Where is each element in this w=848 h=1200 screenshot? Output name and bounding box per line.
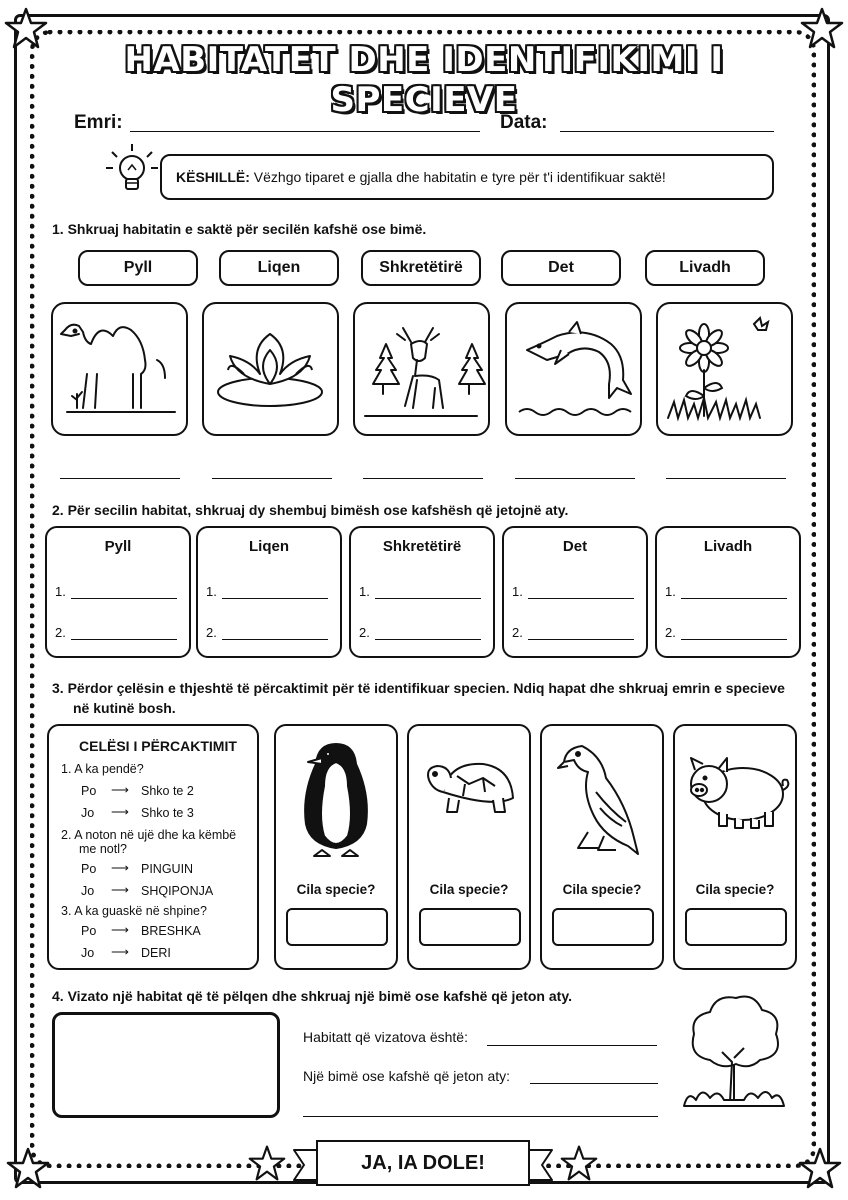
habitat-card-det xyxy=(502,526,648,658)
date-field[interactable] xyxy=(560,131,774,132)
answer-line[interactable] xyxy=(681,598,787,599)
key-result: PINGUIN xyxy=(141,862,194,876)
question-4: 4. Vizato një habitat që të pëlqen dhe shkruaj një bimë ose kafshë që jeton aty. xyxy=(52,988,572,1004)
picture-card xyxy=(202,302,339,436)
turtle-icon xyxy=(409,732,529,872)
item-number: 1. xyxy=(665,584,676,599)
question-1: 1. Shkruaj habitatin e saktë për secilën kafshë ose bimë. xyxy=(52,221,427,237)
answer-line[interactable] xyxy=(681,639,787,640)
key-result: Shko te 2 xyxy=(141,784,194,798)
page-title: HABITATET DHE IDENTIFIKIMI I SPECIEVE xyxy=(124,40,724,120)
answer-line[interactable] xyxy=(71,598,177,599)
tip-text: Vëzhgo tiparet e gjalla dhe habitatin e tyre për t'i identifikuar saktë! xyxy=(249,169,666,185)
key-result: Shko te 3 xyxy=(141,806,194,820)
habitat-title: Shkretëtirë xyxy=(382,538,462,555)
extra-answer-line[interactable] xyxy=(303,1116,658,1117)
key-result: SHQIPONJA xyxy=(141,884,214,898)
answer-line[interactable] xyxy=(60,478,180,479)
answer-line[interactable] xyxy=(222,639,328,640)
camel-icon xyxy=(53,304,186,434)
arrow-icon: ⟶ xyxy=(111,883,129,897)
item-number: 2. xyxy=(206,625,217,640)
answer-line[interactable] xyxy=(212,478,332,479)
tip-box xyxy=(160,154,774,200)
species-answer-box[interactable] xyxy=(685,908,787,946)
item-number: 2. xyxy=(665,625,676,640)
daisy-icon xyxy=(658,304,791,434)
key-result: BRESHKA xyxy=(141,924,201,938)
key-question: 3. A ka guaskë në shpine? xyxy=(61,904,207,918)
picture-card xyxy=(656,302,793,436)
habitat-option-liqen[interactable]: Liqen xyxy=(219,250,339,286)
species-answer-box[interactable] xyxy=(286,908,388,946)
key-title: CELËSI I PËRCAKTIMIT xyxy=(79,738,237,754)
key-no: Jo xyxy=(81,806,95,820)
key-no: Jo xyxy=(81,884,95,898)
arrow-icon: ⟶ xyxy=(111,861,129,875)
habitat-title: Liqen xyxy=(249,538,289,555)
species-answer-box[interactable] xyxy=(419,908,521,946)
habitat-card-shkretetire xyxy=(349,526,495,658)
species-caption: Cila specie? xyxy=(296,882,376,897)
species-card xyxy=(673,724,797,970)
species-caption: Cila specie? xyxy=(429,882,509,897)
arrow-icon: ⟶ xyxy=(111,783,129,797)
item-number: 1. xyxy=(512,584,523,599)
lightbulb-icon xyxy=(100,140,164,204)
arrow-icon: ⟶ xyxy=(111,945,129,959)
answer-line[interactable] xyxy=(528,598,634,599)
habitat-title: Det xyxy=(562,538,588,555)
item-number: 1. xyxy=(359,584,370,599)
answer-line[interactable] xyxy=(528,639,634,640)
habitat-drawn-label: Habitatt që vizatova është: xyxy=(303,1029,468,1045)
star-icon xyxy=(6,1146,50,1190)
question-2: 2. Për secilin habitat, shkruaj dy shembuj bimësh ose kafshësh që jetojnë aty. xyxy=(52,502,569,518)
habitat-card-pyll xyxy=(45,526,191,658)
answer-line[interactable] xyxy=(222,598,328,599)
habitat-card-liqen xyxy=(196,526,342,658)
drawing-area[interactable] xyxy=(52,1012,280,1118)
organism-label: Një bimë ose kafshë që jeton aty: xyxy=(303,1068,511,1084)
identification-key xyxy=(47,724,259,970)
question-3-continued: në kutinë bosh. xyxy=(73,700,176,716)
habitat-title: Livadh xyxy=(703,538,753,555)
habitat-option-livadh[interactable]: Livadh xyxy=(645,250,765,286)
penguin-icon xyxy=(276,732,396,872)
item-number: 2. xyxy=(55,625,66,640)
picture-card xyxy=(51,302,188,436)
tree-icon xyxy=(680,990,790,1114)
pig-icon xyxy=(675,732,795,872)
footer-banner: JA, IA DOLE! xyxy=(316,1140,530,1186)
item-number: 1. xyxy=(206,584,217,599)
key-no: Jo xyxy=(81,946,95,960)
star-icon xyxy=(560,1144,598,1182)
deer-icon xyxy=(355,304,488,434)
species-caption: Cila specie? xyxy=(562,882,642,897)
item-number: 2. xyxy=(512,625,523,640)
species-answer-box[interactable] xyxy=(552,908,654,946)
date-label: Data: xyxy=(500,112,548,133)
picture-card xyxy=(505,302,642,436)
arrow-icon: ⟶ xyxy=(111,923,129,937)
name-field[interactable] xyxy=(130,131,480,132)
habitat-option-shkretetire[interactable]: Shkretëtirë xyxy=(361,250,481,286)
arrow-icon: ⟶ xyxy=(111,805,129,819)
key-question: 2. A noton në ujë dhe ka këmbë xyxy=(61,828,237,842)
habitat-option-det[interactable]: Det xyxy=(501,250,621,286)
key-yes: Po xyxy=(81,862,97,876)
water-lily-icon xyxy=(204,304,337,434)
picture-card xyxy=(353,302,490,436)
habitat-drawn-field[interactable] xyxy=(487,1045,657,1046)
dolphin-icon xyxy=(507,304,640,434)
answer-line[interactable] xyxy=(515,478,635,479)
key-question: 1. A ka pendë? xyxy=(61,762,144,776)
species-card xyxy=(407,724,531,970)
organism-field[interactable] xyxy=(530,1083,658,1084)
answer-line[interactable] xyxy=(375,639,481,640)
species-caption: Cila specie? xyxy=(695,882,775,897)
answer-line[interactable] xyxy=(666,478,786,479)
key-result: DERI xyxy=(141,946,171,960)
key-yes: Po xyxy=(81,924,97,938)
habitat-card-livadh xyxy=(655,526,801,658)
question-3: 3. Përdor çelësin e thjeshtë të përcaktimit për të identifikuar specien. Ndiq hapat dhe shkruaj emrin e specieve xyxy=(52,680,785,696)
star-icon xyxy=(248,1144,286,1182)
star-icon xyxy=(798,1146,842,1190)
name-label: Emri: xyxy=(74,112,123,133)
item-number: 1. xyxy=(55,584,66,599)
habitat-title: Pyll xyxy=(104,538,132,555)
eagle-icon xyxy=(542,732,662,872)
answer-line[interactable] xyxy=(363,478,483,479)
banner-ribbon-right xyxy=(526,1148,554,1182)
key-yes: Po xyxy=(81,784,97,798)
key-question-continued: me notl? xyxy=(79,842,127,856)
species-card xyxy=(274,724,398,970)
species-card xyxy=(540,724,664,970)
tip-label: KËSHILLË: xyxy=(176,169,250,185)
answer-line[interactable] xyxy=(375,598,481,599)
habitat-option-pyll[interactable]: Pyll xyxy=(78,250,198,286)
answer-line[interactable] xyxy=(71,639,177,640)
item-number: 2. xyxy=(359,625,370,640)
